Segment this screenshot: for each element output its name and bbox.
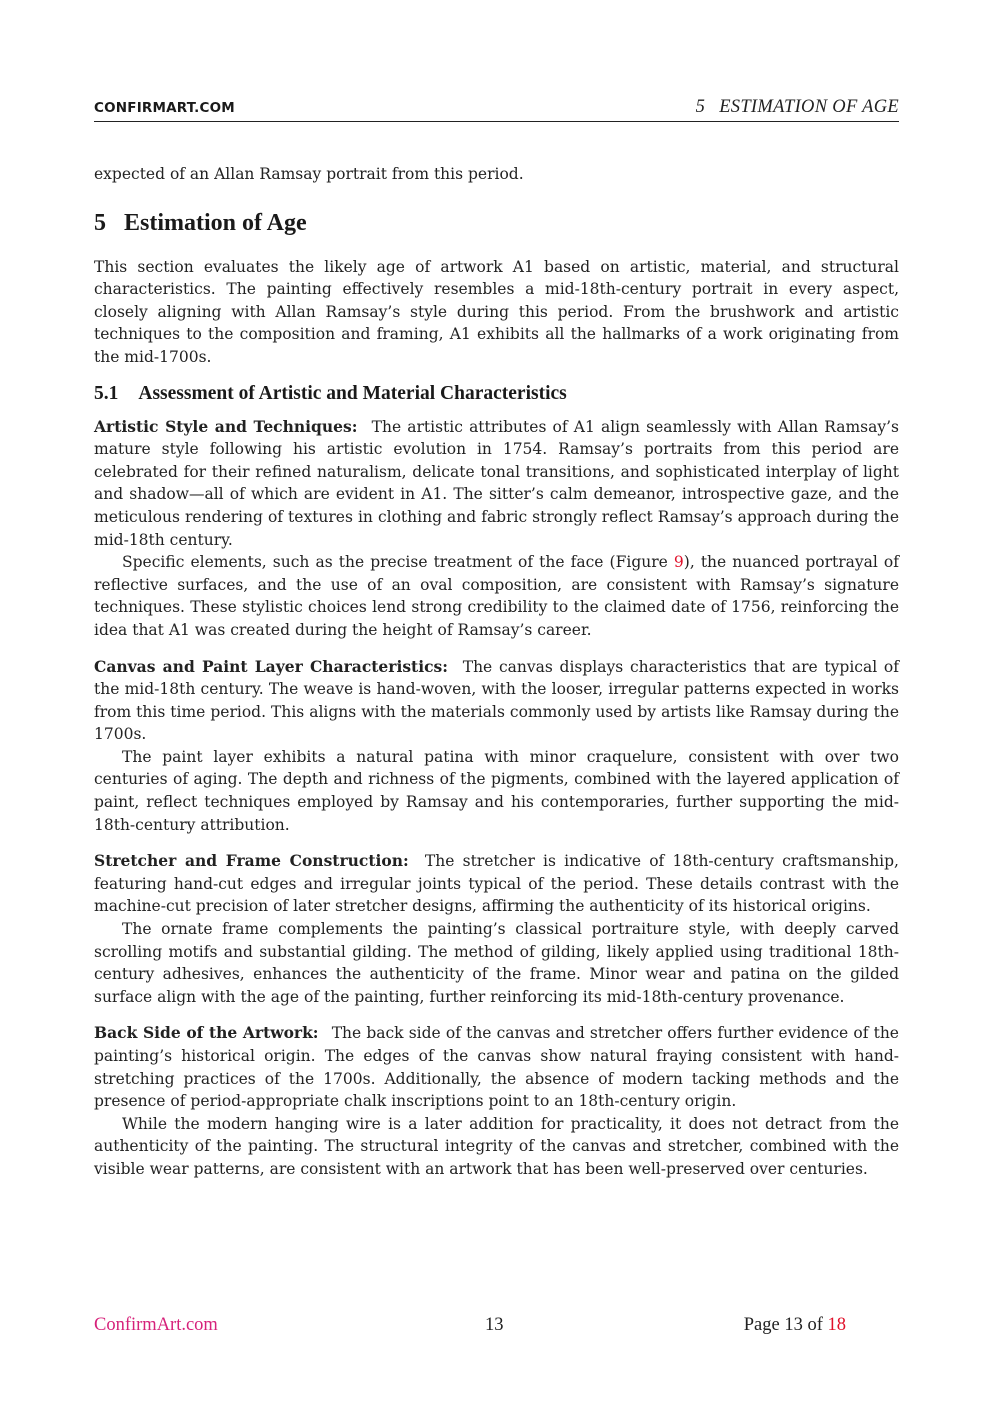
style-text-1: The artistic attributes of A1 align seamlessly with Allan Ramsay’s mature style following his artistic evolution in 1754. Ramsay’s portraits from this period are celebrated for their refined naturalism, delicate tonal transitions, and sophisticated interplay of light and shadow—all of which are evident in A1. The sitter’s calm demeanor, introspective gaze, and the meticulous rendering of textures in clothing and fabric strongly reflect Ramsay’s approach during the mid-18th century. [94,417,899,549]
continued-paragraph: expected of an Allan Ramsay portrait from this period. [94,165,524,183]
running-head-number: 5 [695,97,706,117]
stretcher-paragraph-2: The ornate frame complements the painting’s classical portraiture style, with deeply carved scrolling motifs and substantial gilding. The method of gilding, likely applied using traditional 18th-century adhesives, enhances the authenticity of the frame. Minor wear and patina on the gilded surface align with the age of the painting, further reinforcing its mid-18th-century provenance. [94,920,899,1006]
stretcher-paragraph-1 [94,850,899,918]
figure-reference-link[interactable]: 9 [673,553,684,572]
subsection-title: Assessment of Artistic and Material Characteristics [138,382,567,404]
page-footer [94,1315,846,1339]
back-paragraph-2: While the modern hanging wire is a later addition for practicality, it does not detract from the authenticity of the painting. The structural integrity of the canvas and stretcher, combined with the visible wear patterns, are consistent with an artwork that has been well-preserved over centuries. [94,1114,899,1178]
running-head-title: ESTIMATION OF AGE [719,97,899,117]
style-paragraph-1 [94,416,899,552]
subsection-heading [94,381,899,407]
section-title: Estimation of Age [124,209,307,236]
section-heading [94,206,899,240]
stretcher-text-1: The stretcher is indicative of 18th-century craftsmanship, featuring hand-cut edges and irregular joints typical of the period. These details contrast with the machine-cut precision of later stretcher designs, affirming the authenticity of its historical origins. [94,852,899,916]
page-content [94,163,899,1181]
footer-page-number: 13 [485,1315,504,1335]
style-text-2a: Specific elements, such as the precise treatment of the face (Figure [122,553,674,572]
style-lead: Artistic Style and Techniques: [94,416,358,436]
footer-site-link[interactable]: ConfirmArt.com [94,1315,218,1335]
back-block [94,1022,899,1180]
page-header [94,97,899,122]
stretcher-block [94,850,899,1008]
canvas-block [94,656,899,837]
footer-total-pages-link[interactable]: 18 [827,1315,846,1335]
footer-page-label: Page 13 of [743,1315,823,1335]
confirmart-logo: CONFIRMART.COM [94,100,235,116]
canvas-paragraph-1 [94,656,899,746]
subsection-number: 5.1 [94,382,119,404]
running-head [696,97,899,118]
style-paragraph-2 [94,551,899,641]
section-number: 5 [94,209,106,236]
footer-page-count [744,1315,846,1336]
style-text-2b: ), the nuanced portrayal of reflective surfaces, and the use of an oval composition, are consistent with Ramsay’s signature techniques. These stylistic choices lend strong credibility to the claimed date of 1756, reinforcing the idea that A1 was created during the height of Ramsay’s career. [94,553,899,639]
canvas-lead: Canvas and Paint Layer Characteristics: [94,656,448,676]
style-block [94,416,899,642]
canvas-paragraph-2: The paint layer exhibits a natural patina with minor craquelure, consistent with over two centuries of aging. The depth and richness of the pigments, combined with the layered application of paint, reflect techniques employed by Ramsay and his contemporaries, further supporting the mid-18th-century attribution. [94,747,899,834]
back-lead: Back Side of the Artwork: [94,1023,319,1043]
canvas-text-1: The canvas displays characteristics that are typical of the mid-18th century. The weave is hand-woven, with the looser, irregular patterns expected in works from this time period. This aligns with the materials commonly used by artists like Ramsay during the 1700s. [94,657,899,744]
back-text-1: The back side of the canvas and stretcher offers further evidence of the painting’s historical origin. The edges of the canvas show natural fraying consistent with hand-stretching practices of the 1700s. Additionally, the absence of modern tacking methods and the presence of period-appropriate chalk inscriptions point to an 18th-century origin. [94,1024,899,1111]
stretcher-lead: Stretcher and Frame Construction: [94,851,409,871]
back-paragraph-1 [94,1022,899,1112]
section-intro: This section evaluates the likely age of artwork A1 based on artistic, material, and structural characteristics. The painting effectively resembles a mid-18th-century portrait in every aspect, closely aligning with Allan Ramsay’s style during this period. From the brushwork and artistic techniques to the composition and framing, A1 exhibits all the hallmarks of a work originating from the mid-1700s. [94,257,899,366]
